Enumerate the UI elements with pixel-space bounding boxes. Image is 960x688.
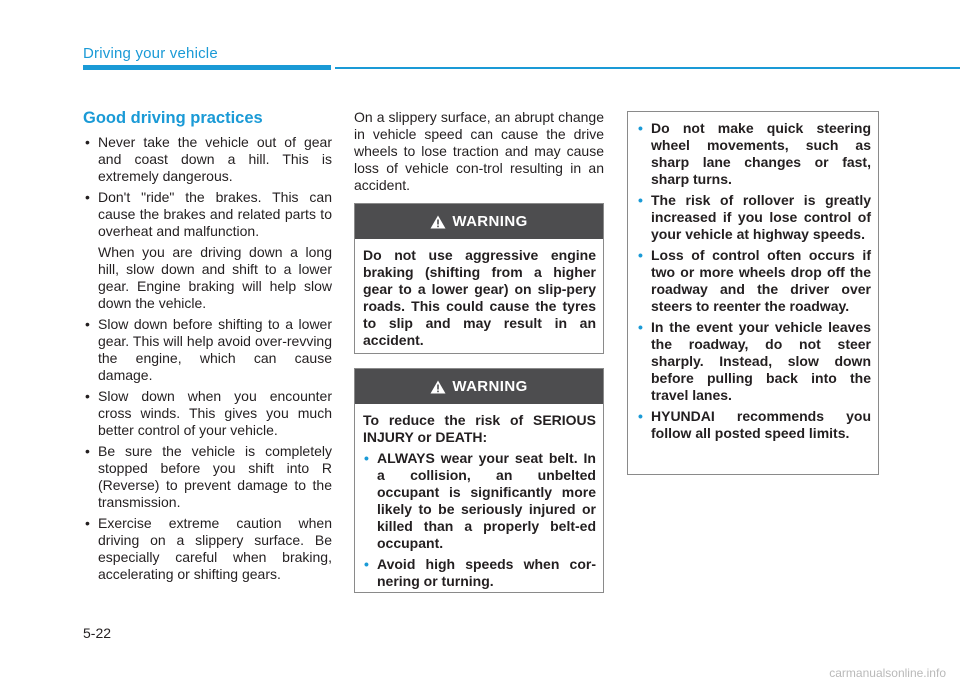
list-item bbox=[83, 515, 332, 583]
bullet-icon: • bbox=[364, 450, 369, 466]
list-item-text: In the event your vehicle leaves the roadway, do not steer sharply. Instead, slow down before pulling back into the travel lanes. bbox=[651, 319, 871, 403]
list-item-text: HYUNDAI recommends you follow all posted speed limits. bbox=[651, 408, 871, 441]
header-rule-thin bbox=[335, 67, 960, 69]
bullet-icon: • bbox=[85, 388, 90, 404]
list-item bbox=[83, 134, 332, 185]
list-item-text: Exercise extreme caution when driving on a slippery surface. Be especially careful when braking, accelerating or shifting gears. bbox=[98, 515, 332, 582]
list-item-subtext: When you are driving down a long hill, slow down and shift to a lower gear. Engine braking will help slow down the vehicle. bbox=[98, 244, 332, 311]
bullet-icon: • bbox=[638, 247, 643, 263]
bullet-icon: • bbox=[638, 408, 643, 424]
header-rule-thick bbox=[83, 65, 331, 70]
warning-continuation-box bbox=[627, 111, 879, 475]
warning-label: WARNING bbox=[452, 213, 528, 230]
warning-triangle-icon bbox=[430, 215, 446, 229]
bullet-icon: • bbox=[85, 316, 90, 332]
bullet-icon: • bbox=[85, 515, 90, 531]
list-item bbox=[83, 443, 332, 511]
watermark[interactable]: carmanualsonline.info bbox=[829, 666, 946, 680]
warning-header bbox=[355, 369, 603, 404]
list-item bbox=[637, 319, 871, 404]
warning-intro: To reduce the risk of SERIOUS INJURY or DEATH: bbox=[363, 412, 596, 445]
warning-header bbox=[355, 204, 603, 239]
list-item bbox=[637, 192, 871, 243]
warning-body bbox=[355, 404, 603, 602]
list-item-text: Slow down when you encounter cross winds. This gives you much better control of your vehicle. bbox=[98, 388, 332, 438]
warning-box-engine-braking bbox=[354, 203, 604, 354]
warning-body: Do not use aggressive engine braking (shifting from a higher gear to a lower gear) on slip-pery roads. This could cause the tyres to slip and may result in an accident. bbox=[363, 247, 596, 348]
list-item bbox=[83, 189, 332, 312]
list-item-text: Avoid high speeds when cor-nering or turning. bbox=[377, 556, 596, 589]
warning-label: WARNING bbox=[452, 378, 528, 395]
list-item-text: Loss of control often occurs if two or more wheels drop off the roadway and the driver over steers to reenter the roadway. bbox=[651, 247, 871, 314]
list-item bbox=[637, 120, 871, 188]
list-item-text: Don't "ride" the brakes. This can cause the brakes and related parts to overheat and malfunction. bbox=[98, 189, 332, 239]
list-item bbox=[363, 450, 596, 552]
list-item-text: Be sure the vehicle is completely stopped before you shift into R (Reverse) to prevent damage to the transmission. bbox=[98, 443, 332, 510]
section-title: Good driving practices bbox=[83, 109, 263, 127]
bullet-icon: • bbox=[85, 134, 90, 150]
bullet-icon: • bbox=[85, 189, 90, 205]
list-item bbox=[83, 388, 332, 439]
page-number: 5-22 bbox=[83, 625, 112, 641]
driving-practices-list bbox=[83, 134, 332, 587]
bullet-icon: • bbox=[364, 556, 369, 572]
bullet-icon: • bbox=[85, 443, 90, 459]
list-item bbox=[637, 247, 871, 315]
list-item bbox=[83, 316, 332, 384]
slippery-surface-paragraph: On a slippery surface, an abrupt change in vehicle speed can cause the drive wheels to lose traction and may cause loss of vehicle con-trol resulting in an accident. bbox=[354, 109, 604, 193]
list-item bbox=[637, 408, 871, 442]
bullet-icon: • bbox=[638, 192, 643, 208]
list-item-text: Slow down before shifting to a lower gear. This will help avoid over-revving the engine, which can cause damage. bbox=[98, 316, 332, 383]
warning-triangle-icon bbox=[430, 380, 446, 394]
bullet-icon: • bbox=[638, 319, 643, 335]
list-item-text: The risk of rollover is greatly increased if you lose control of your vehicle at highway speeds. bbox=[651, 192, 871, 242]
list-item bbox=[363, 556, 596, 590]
warning-box-serious-injury bbox=[354, 368, 604, 593]
list-item-text: ALWAYS wear your seat belt. In a collision, an unbelted occupant is significantly more likely to be seriously injured or killed than a properly belt-ed occupant. bbox=[377, 450, 596, 551]
list-item-text: Never take the vehicle out of gear and coast down a hill. This is extremely dangerous. bbox=[98, 134, 332, 184]
list-item-text: Do not make quick steering wheel movements, such as sharp lane changes or fast, sharp turns. bbox=[651, 120, 871, 187]
chapter-title: Driving your vehicle bbox=[83, 45, 218, 62]
bullet-icon: • bbox=[638, 120, 643, 136]
